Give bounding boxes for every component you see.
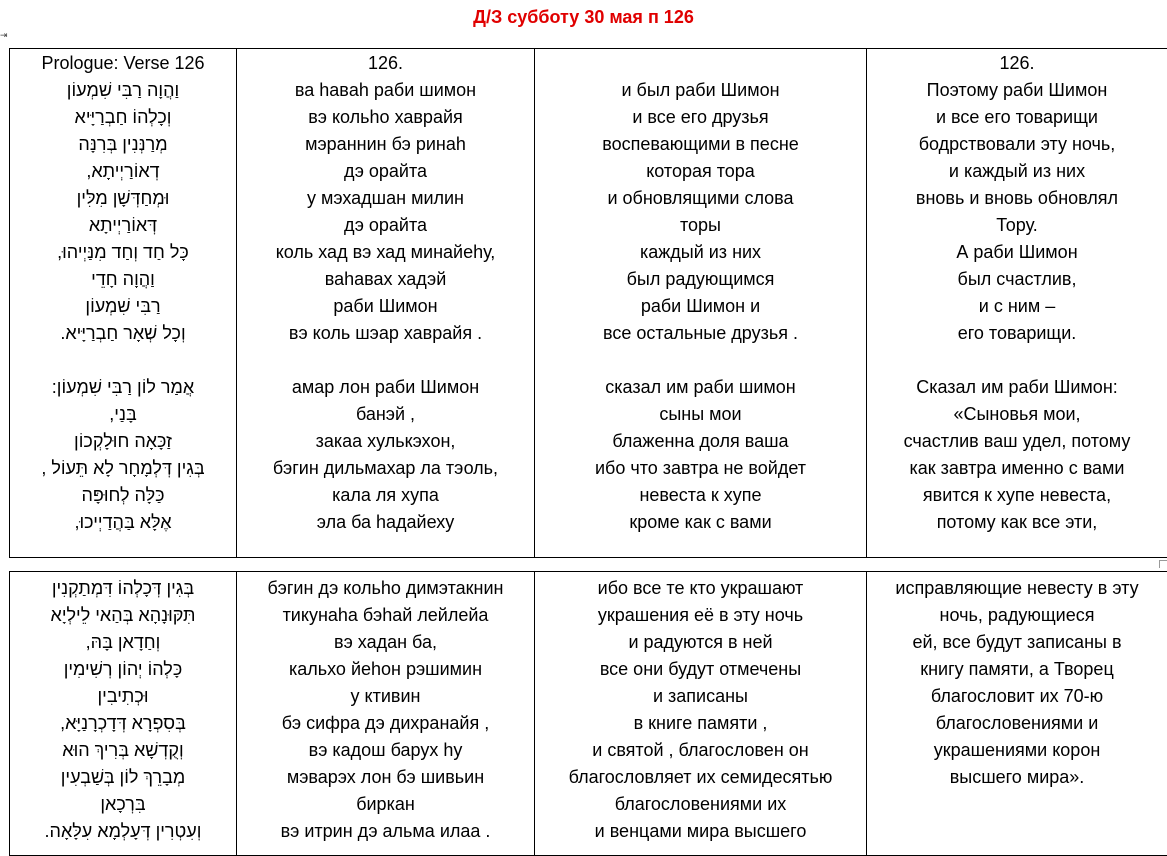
text-line: בְּגִין דְּלְמָחָר לָא תֵּעוֹל ,	[41, 458, 205, 478]
text-line: высшего мира».	[949, 767, 1085, 787]
text-line: сказал им раби шимон	[605, 377, 796, 397]
text-line: וְכָל שְׁאָר חַבְרַיָּיא.	[60, 323, 186, 343]
text-line: украшения её в эту ночь	[597, 605, 804, 625]
text-line: מְרַנְּנִין בְּרִנָּה	[78, 134, 168, 154]
text-line: אֲמַר לוֹן רַבִּי שִׁמְעוֹן:	[51, 377, 195, 397]
table-row	[10, 572, 1167, 856]
text-line	[535, 50, 866, 77]
text-line: ва hавah раби шимон	[294, 80, 477, 100]
text-line: бэ сифра дэ дихранайя ,	[281, 713, 490, 733]
text-line: бэгин дэ кольhо димэтакнин	[267, 578, 504, 598]
text-line: Тору.	[996, 215, 1038, 235]
aramaic-column	[10, 49, 237, 558]
text-line: вэ коль шэар хаврайя .	[288, 323, 483, 343]
text-line: дэ орайта	[343, 215, 428, 235]
text-line: ей, все будут записаны в	[912, 632, 1122, 652]
text-line: потому как все эти,	[936, 512, 1098, 532]
text-line: кроме как с вами	[629, 512, 772, 532]
verse-header: Prologue: Verse 126	[41, 53, 205, 73]
text-line: ибо что завтра не войдет	[594, 458, 807, 478]
text-line: וַהֲוָה חָדֵי	[91, 269, 155, 289]
text-line: וּמְחַדְּשָׁן מִלִּין	[76, 188, 170, 208]
text-line: у ктивин	[350, 686, 421, 706]
text-line: мэраннин бэ ринаh	[305, 134, 466, 154]
text-line: как завтра именно с вами	[909, 458, 1125, 478]
text-line: מְבָרֵךְ לוֹן בְּשַׁבְעִין	[60, 767, 186, 787]
text-line: счастлив ваш удел, потому	[903, 431, 1131, 451]
text-line: вэ кольhо хаврайя	[308, 107, 463, 127]
translation-column	[867, 49, 1167, 558]
text-line: благословляет их семидесятью	[568, 767, 833, 787]
text-line: каждый из них	[639, 242, 762, 262]
text-line: все они будут отмечены	[599, 659, 802, 679]
text-line	[867, 347, 1167, 374]
text-line: כָּלְהוֹ יְהוֹן רְשִׁימִין	[63, 659, 183, 679]
transliteration-column	[237, 572, 535, 856]
text-line: мэварэх лон бэ шивьин	[286, 767, 485, 787]
text-line: דְּאוֹרַיְיתָא	[88, 215, 158, 235]
text-line: Сказал им раби Шимон:	[916, 377, 1118, 397]
text-line: тикунаhа бэhай лейлейа	[282, 605, 489, 625]
text-line: А раби Шимон	[956, 242, 1078, 262]
text-line: бэгин дильмахар ла тэоль,	[272, 458, 499, 478]
text-line: וּכְתִיבִין	[97, 686, 149, 706]
text-line: זַכָּאָה חוּלָקְכוֹן	[74, 431, 172, 451]
text-line	[10, 347, 236, 374]
text-line: невеста к хупе	[639, 485, 762, 505]
text-line: благословениями и	[935, 713, 1099, 733]
text-line: воспевающими в песне	[602, 134, 799, 154]
text-line: исправляющие невесту в эту	[895, 578, 1139, 598]
text-line: кала ля хупа	[332, 485, 439, 505]
text-line: ибо все те кто украшают	[597, 578, 804, 598]
table-row	[10, 49, 1167, 558]
text-line: коль хад вэ хад минайеhу,	[275, 242, 496, 262]
text-line: банэй ,	[355, 404, 416, 424]
text-line: בְּסִפְרָא דְּדָכְרָנַיָּא,	[60, 713, 186, 733]
translation-column	[867, 572, 1167, 856]
text-line: תִּקּוּנָהָא בְּהַאי לֵילְיָא	[50, 605, 196, 625]
text-line: вэ кадош барух hу	[308, 740, 463, 760]
text-line: и каждый из них	[948, 161, 1086, 181]
text-line: раби Шимон и	[640, 296, 761, 316]
text-line: и святой , благословен он	[592, 740, 809, 760]
text-line: вэ итрин дэ альма илаа .	[280, 821, 491, 841]
text-line: бодрствовали эту ночь,	[918, 134, 1116, 154]
table-resize-handle-icon[interactable]	[1159, 560, 1167, 568]
text-line: его товарищи.	[957, 323, 1077, 343]
text-line: רַבִּי שִׁמְעוֹן	[85, 296, 161, 316]
text-line: блаженна доля ваша	[612, 431, 789, 451]
text-line: и записаны	[652, 686, 748, 706]
text-line: явится к хупе невеста,	[922, 485, 1112, 505]
text-line: благословит их 70-ю	[930, 686, 1104, 706]
text-line: 126.	[367, 53, 404, 73]
text-line: был радующимся	[626, 269, 775, 289]
text-line: закаа хулькэхон,	[315, 431, 456, 451]
translation-table-1	[9, 48, 1167, 558]
text-line: и радуются в ней	[628, 632, 773, 652]
text-line: у мэхадшан милин	[307, 188, 464, 208]
table-move-handle-icon[interactable]: ⇥	[0, 30, 8, 40]
text-line: дэ орайта	[343, 161, 428, 181]
text-line: ночь, радующиеся	[939, 605, 1095, 625]
text-line: был счастлив,	[957, 269, 1077, 289]
transliteration-column	[237, 49, 535, 558]
text-line	[535, 347, 866, 374]
text-line: וְקֻדְשָׁא בְּרִיךְ הוּא	[62, 740, 184, 760]
text-line: раби Шимон	[333, 296, 438, 316]
text-line: биркан	[356, 794, 415, 814]
text-line: 126.	[999, 53, 1035, 73]
text-line: Поэтому раби Шимон	[926, 80, 1108, 100]
text-line: и все его друзья	[632, 107, 769, 127]
text-line: וְכָלְהוֹ חַבְרַיָּיא	[74, 107, 172, 127]
text-line: בְּגִין דְּכָלְהוֹ דִּמְתַקְנִין	[51, 578, 195, 598]
text-line: благословениями их	[614, 794, 787, 814]
literal-translation-column	[535, 49, 867, 558]
translation-table-2	[9, 571, 1167, 856]
text-line: «Сыновья мои,	[953, 404, 1081, 424]
text-line: украшениями корон	[933, 740, 1101, 760]
text-line: כַּלָּה לְחוּפָּה	[81, 485, 165, 505]
text-line: אֶלָּא בַּהֲדַיְיכוּ,	[74, 512, 172, 532]
text-line: амар лон раби Шимон	[291, 377, 480, 397]
text-line: и все его товарищи	[936, 107, 1098, 127]
literal-translation-column	[535, 572, 867, 856]
text-line: сыны мои	[659, 404, 742, 424]
text-line: בָּנַי,	[109, 404, 137, 424]
text-line: вэ хадан ба,	[334, 632, 437, 652]
text-line	[237, 347, 534, 374]
text-line: וְחַדָאן בָּהּ,	[85, 632, 161, 652]
text-line: и обновлящими слова	[607, 188, 794, 208]
text-line: и был раби Шимон	[621, 80, 780, 100]
text-line: в книге памяти ,	[633, 713, 768, 733]
text-line: эла ба hадайеху	[316, 512, 455, 532]
text-line: כָּל חַד וְחַד מִנַּיְיהוּ,	[57, 242, 189, 262]
text-line: и с ним –	[978, 296, 1056, 316]
text-line: ваhавах хадэй	[324, 269, 447, 289]
text-line: וַהֲוָה רַבִּי שִׁמְעוֹן	[66, 80, 180, 100]
page-title: Д/З субботу 30 мая п 126	[473, 7, 694, 27]
text-line: דְאוֹרַיְיתָא,	[86, 161, 160, 181]
text-line: которая тора	[646, 161, 755, 181]
text-line: книгу памяти, а Творец	[920, 659, 1114, 679]
text-line: кальхо йеhон рэшимин	[288, 659, 483, 679]
text-line: וְעִטְרִין דְּעָלְמָא עִלָּאָה.	[44, 821, 202, 841]
aramaic-column	[10, 572, 237, 856]
text-line: торы	[679, 215, 721, 235]
text-line: вновь и вновь обновлял	[915, 188, 1119, 208]
text-line: בִּרְכָאן	[100, 794, 146, 814]
text-line: все остальные друзья .	[603, 323, 798, 343]
text-line: и венцами мира высшего	[594, 821, 807, 841]
